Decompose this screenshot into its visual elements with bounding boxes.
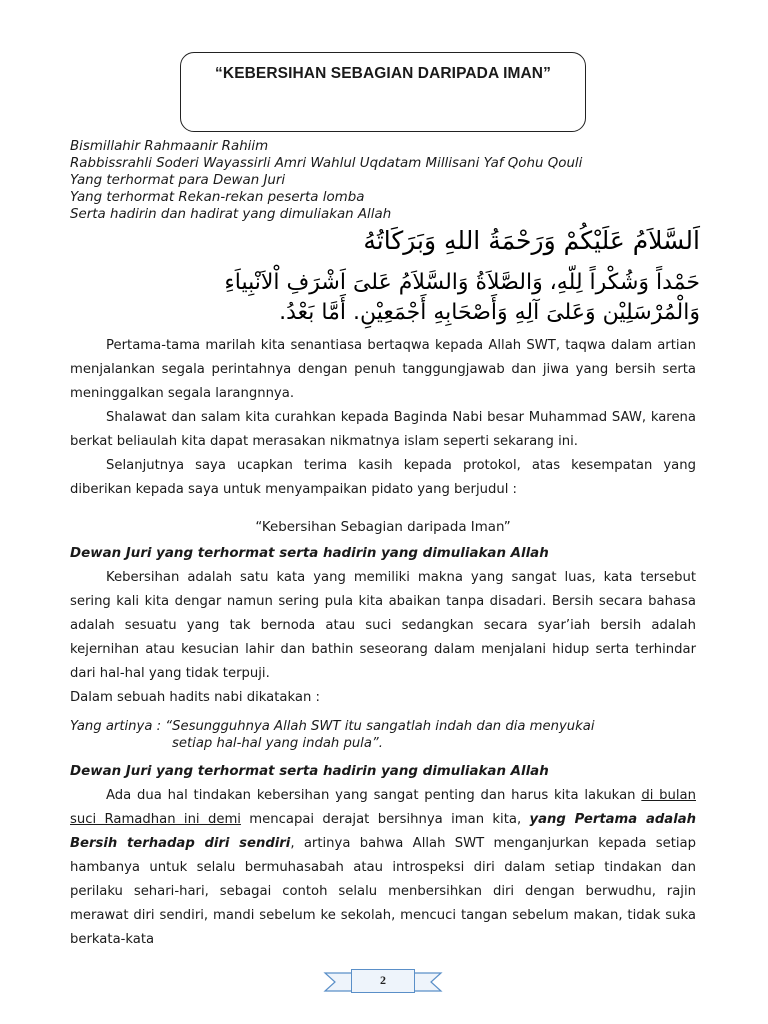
document-title: “KEBERSIHAN SEBAGIAN DARIPADA IMAN” xyxy=(215,65,551,82)
opening-line: Yang terhormat para Dewan Juri xyxy=(70,173,286,188)
arabic-line: حَمْداً وَشُكْراً لِلّهِ، وَالصَّلاَةُ وَالسَّلاَمُ عَلىَ اَشْرَفِ اْلاَنْبِياَءِ xyxy=(224,270,700,295)
opening-line: Bismillahir Rahmaanir Rahiim xyxy=(70,139,269,154)
speech-title: “Kebersihan Sebagian daripada Iman” xyxy=(255,520,511,535)
arabic-line: وَالْمُرْسَلِيْن وَعَلىَ آلِهِ وَأَصْحَابِهِ أَجْمَعِيْنِ. أَمَّا بَعْدُ. xyxy=(279,300,700,325)
text-run: mencapai derajat bersihnya iman kita, xyxy=(240,812,530,827)
text-run: , artinya bahwa Allah SWT menganjurkan kepada setiap hambanya untuk selalu bermuhasabah atau introspeksi diri dalam setiap tindakan dan perilaku sehari-hari, sebagai contoh selalu menbersihkan diri dengan berwudhu, rajin merawat diri sendiri, mandi sebelum ke sekolah, mencuci tangan sebelum makan, tidak suka berkata-kata xyxy=(70,836,697,947)
text-run: Ada dua hal tindakan kebersihan yang sangat penting dan harus kita lakukan xyxy=(106,788,642,803)
arabic-salam: اَلسَّلاَمُ عَلَيْكُمْ وَرَحْمَةُ اللهِ وَبَرَكَاتُهُ xyxy=(363,226,700,255)
title-box xyxy=(180,52,586,132)
speech-body xyxy=(70,334,696,952)
quote-line: Yang artinya : “Sesungguhnya Allah SWT itu sangatlah indah dan dia menyukai xyxy=(70,719,595,734)
paragraph-two-cleanliness xyxy=(70,784,696,952)
emphasis-text: yang Pertama adalah Bersih terhadap diri sendiri xyxy=(70,812,697,851)
paragraph-shalawat: Shalawat dan salam kita curahkan kepada Baginda Nabi besar Muhammad SAW, karena berkat beliaulah kita dapat merasakan nikmatnya islam seperti sekarang ini. xyxy=(70,410,696,449)
paragraph-taqwa: Pertama-tama marilah kita senantiasa bertaqwa kepada Allah SWT, taqwa dalam artian menjalankan segala perintahnya dengan penuh tanggungjawab dan jiwa yang bersih serta meninggalkan segala larangnnya. xyxy=(70,338,696,401)
paragraph-hadits-intro: Dalam sebuah hadits nabi dikatakan : xyxy=(70,690,320,705)
right-ribbon-icon xyxy=(411,967,445,997)
underlined-text: di bulan suci Ramadhan ini demi xyxy=(70,788,696,827)
page-number-badge xyxy=(321,967,445,997)
opening-line: Rabbissrahli Soderi Wayassirli Amri Wahlul Uqdatam Millisani Yaf Qohu Qouli xyxy=(70,156,583,171)
left-ribbon-icon xyxy=(321,967,355,997)
paragraph-thanks: Selanjutnya saya ucapkan terima kasih kepada protokol, atas kesempatan yang diberikan kepada saya untuk menyampaikan pidato yang berjudul : xyxy=(70,458,696,497)
subheading-greeting: Dewan Juri yang terhormat serta hadirin yang dimuliakan Allah xyxy=(70,764,549,779)
subheading-greeting: Dewan Juri yang terhormat serta hadirin yang dimuliakan Allah xyxy=(70,546,549,561)
opening-greetings xyxy=(70,138,582,223)
hadits-quote xyxy=(70,718,696,752)
quote-line: setiap hal-hal yang indah pula”. xyxy=(172,736,383,751)
paragraph-kebersihan: Kebersihan adalah satu kata yang memiliki makna yang sangat luas, kata tersebut sering kali kita dengar namun sering pula kita abaikan tanpa disadari. Bersih secara bahasa adalah sesuatu yang tak bernoda atau suci sedangkan secara syar’iah bersih adalah kejernihan atau kesucian lahir dan bathin seseorang dalam menjalani hidup serta terhindar dari hal-hal yang tidak terpuji. xyxy=(70,570,696,681)
opening-line: Yang terhormat Rekan-rekan peserta lomba xyxy=(70,190,365,205)
page-number: 2 xyxy=(351,969,415,993)
opening-line: Serta hadirin dan hadirat yang dimuliakan Allah xyxy=(70,207,392,222)
arabic-opening xyxy=(60,268,700,328)
